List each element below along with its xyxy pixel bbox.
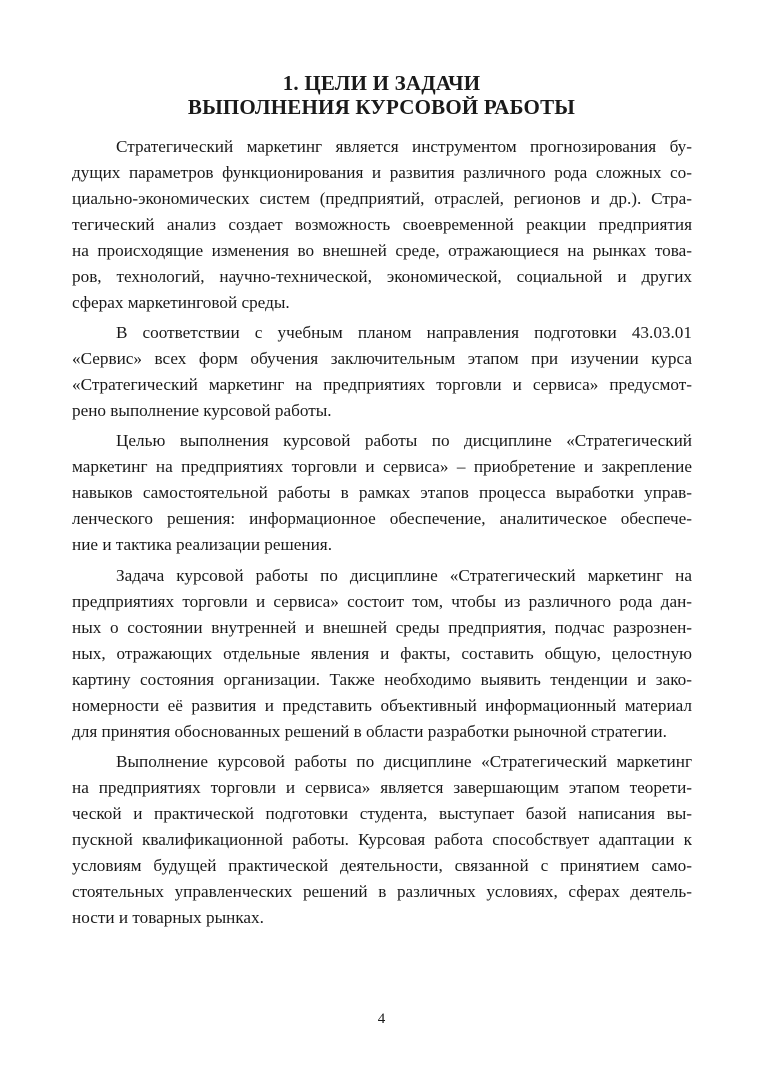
paragraph-3-line-4: ленческого решения: информационное обеспечение, аналитическое обеспече- xyxy=(72,509,692,528)
paragraph-2-line-2: «Сервис» всех форм обучения заключительным этапом при изучении курса xyxy=(72,349,692,368)
paragraph-3-line-5: ние и тактика реализации решения. xyxy=(72,535,332,554)
paragraph-5-line-1: Выполнение курсовой работы по дисциплине «Стратегический маркетинг xyxy=(116,752,692,771)
paragraph-5-line-7: ности и товарных рынках. xyxy=(72,908,264,927)
paragraph-4-line-1: Задача курсовой работы по дисциплине «Стратегический маркетинг на xyxy=(116,566,692,585)
paragraph-3-line-1: Целью выполнения курсовой работы по дисциплине «Стратегический xyxy=(116,431,692,450)
section-title-line-1: 1. ЦЕЛИ И ЗАДАЧИ xyxy=(282,71,481,95)
paragraph-5-line-6: стоятельных управленческих решений в различных условиях, сферах деятель- xyxy=(72,882,692,901)
paragraph-3-line-3: навыков самостоятельной работы в рамках этапов процесса выработки управ- xyxy=(72,483,692,502)
paragraph-5-line-2: на предприятиях торговли и сервиса» является завершающим этапом теорети- xyxy=(72,778,692,797)
paragraph-4-line-6: номерности её развития и представить объективный информационный материал xyxy=(72,696,692,715)
paragraph-5-line-4: пускной квалификационной работы. Курсовая работа способствует адаптации к xyxy=(72,830,692,849)
paragraph-5-line-3: ческой и практической подготовки студента, выступает базой написания вы- xyxy=(72,804,692,823)
paragraph-1-line-5: на происходящие изменения во внешней среде, отражающиеся на рынках това- xyxy=(72,241,692,260)
paragraph-1-line-4: тегический анализ создает возможность своевременной реакции предприятия xyxy=(72,215,692,234)
paragraph-4-line-4: ных, отражающих отдельные явления и факты, составить общую, целостную xyxy=(72,644,692,663)
paragraph-1-line-2: дущих параметров функционирования и развития различного рода сложных со- xyxy=(72,163,692,182)
paragraph-4-line-7: для принятия обоснованных решений в области разработки рыночной стратегии. xyxy=(72,722,667,741)
paragraph-4-line-5: картину состояния организации. Также необходимо выявить тенденции и зако- xyxy=(72,670,692,689)
paragraph-4-line-3: ных о состоянии внутренней и внешней среды предприятия, подчас разрознен- xyxy=(72,618,692,637)
paragraph-1-line-6: ров, технологий, научно-технической, экономической, социальной и других xyxy=(72,267,692,286)
paragraph-1-line-3: циально-экономических систем (предприятий, отраслей, регионов и др.). Стра- xyxy=(72,189,692,208)
page-number: 4 xyxy=(377,1011,386,1027)
paragraph-1-line-7: сферах маркетинговой среды. xyxy=(72,293,290,312)
section-title-line-2: ВЫПОЛНЕНИЯ КУРСОВОЙ РАБОТЫ xyxy=(187,95,576,119)
paragraph-2-line-4: рено выполнение курсовой работы. xyxy=(72,401,332,420)
paragraph-2-line-3: «Стратегический маркетинг на предприятиях торговли и сервиса» предусмот- xyxy=(72,375,692,394)
paragraph-2-line-1: В соответствии с учебным планом направления подготовки 43.03.01 xyxy=(116,323,692,342)
paragraph-1-line-1: Стратегический маркетинг является инструментом прогнозирования бу- xyxy=(116,137,692,156)
paragraph-4-line-2: предприятиях торговли и сервиса» состоит том, чтобы из различного рода дан- xyxy=(72,592,692,611)
paragraph-5-line-5: условиям будущей практической деятельности, связанной с принятием само- xyxy=(72,856,692,875)
paragraph-3-line-2: маркетинг на предприятиях торговли и сервиса» – приобретение и закрепление xyxy=(72,457,692,476)
